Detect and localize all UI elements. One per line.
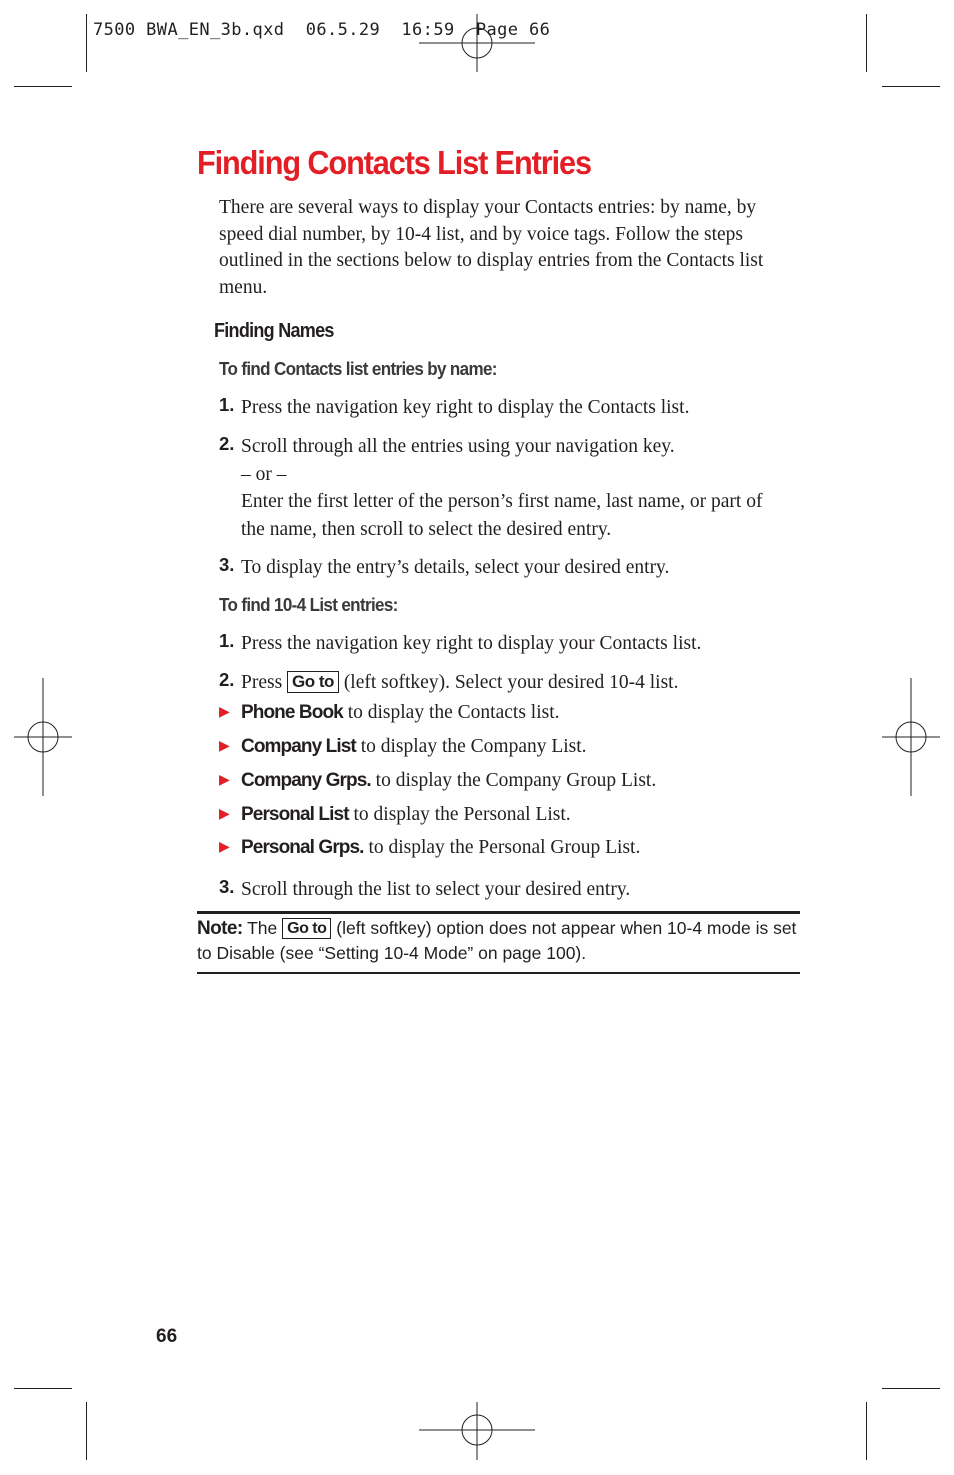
subheading-by-name: To find Contacts list entries by name: [219,358,497,379]
step-text-pre: Press [241,672,283,693]
bullet-term: Personal List [241,804,349,825]
bullet-phone-book [219,702,560,724]
registration-mark-right [880,678,942,796]
registration-mark-left [12,678,74,796]
triangle-bullet-icon: ▶ [219,705,230,720]
note-top-rule [197,911,800,914]
bullet-text: to display the Company Group List. [375,770,657,791]
bullet-term: Personal Grps. [241,837,364,858]
bullet-term: Company Grps. [241,770,371,791]
triangle-bullet-icon: ▶ [219,773,230,788]
step-text: Scroll through all the entries using your navigation key. [241,436,675,457]
print-slug: 7500 BWA_EN_3b.qxd 06.5.29 16:59 Page 66 [93,20,551,40]
page-number: 66 [156,1326,178,1347]
bullet-personal-list [219,804,571,826]
name-step-3 [219,554,779,582]
triangle-bullet-icon: ▶ [219,840,230,855]
step-text: Scroll through the list to select your desired entry. [241,879,631,900]
bullet-term: Phone Book [241,702,343,723]
list-step-1 [219,630,799,658]
triangle-bullet-icon: ▶ [219,807,230,822]
name-step-1 [219,394,779,422]
step-text: To display the entry’s details, select your desired entry. [241,557,670,578]
step-number: 2. [219,433,235,454]
list-step-3 [219,876,779,904]
bullet-text: to display the Personal Group List. [368,837,641,858]
note-text-post: (left softkey) option does not appear when 10-4 mode is set to Disable (see “Setting 10-4 Mode” on page 100). [197,918,797,963]
section-heading: Finding Names [214,320,334,342]
step-number: 2. [219,669,235,690]
step-number: 3. [219,876,235,897]
subheading-10-4-list: To find 10-4 List entries: [219,594,398,615]
step-text: Press the navigation key right to display your Contacts list. [241,633,702,654]
step-or: – or – [241,463,287,485]
step-text-post: (left softkey). Select your desired 10-4 list. [343,672,679,693]
bullet-company-list [219,736,587,758]
note-text-pre: The [247,918,278,938]
bullet-text: to display the Contacts list. [347,702,560,723]
note-label: Note: [197,918,243,939]
registration-mark-top [419,0,535,74]
bullet-text: to display the Company List. [360,736,587,757]
bullet-company-grps [219,770,656,792]
bullet-personal-grps [219,837,640,859]
bullet-term: Company List [241,736,356,757]
step-alt-text: Enter the first letter of the person’s first name, last name, or part of the name, then scroll to select the desired entry. [241,491,763,540]
bullet-text: to display the Personal List. [353,804,571,825]
note-box [197,916,799,965]
note-bottom-rule [197,972,800,974]
page-title: Finding Contacts List Entries [197,144,591,181]
step-number: 1. [219,630,235,651]
triangle-bullet-icon: ▶ [219,739,230,754]
list-step-2 [219,669,779,697]
step-number: 3. [219,554,235,575]
registration-mark-bottom [419,1400,535,1464]
goto-softkey: Go to [287,671,339,693]
intro-paragraph: There are several ways to display your Contacts entries: by name, by speed dial number, by 10-4 list, and by voice tags. Follow the steps outlined in the sections below to display entries from the Contacts list menu. [219,197,764,298]
step-number: 1. [219,394,235,415]
step-text: Press the navigation key right to display the Contacts list. [241,397,690,418]
name-step-2 [219,433,779,543]
goto-softkey: Go to [282,918,331,939]
